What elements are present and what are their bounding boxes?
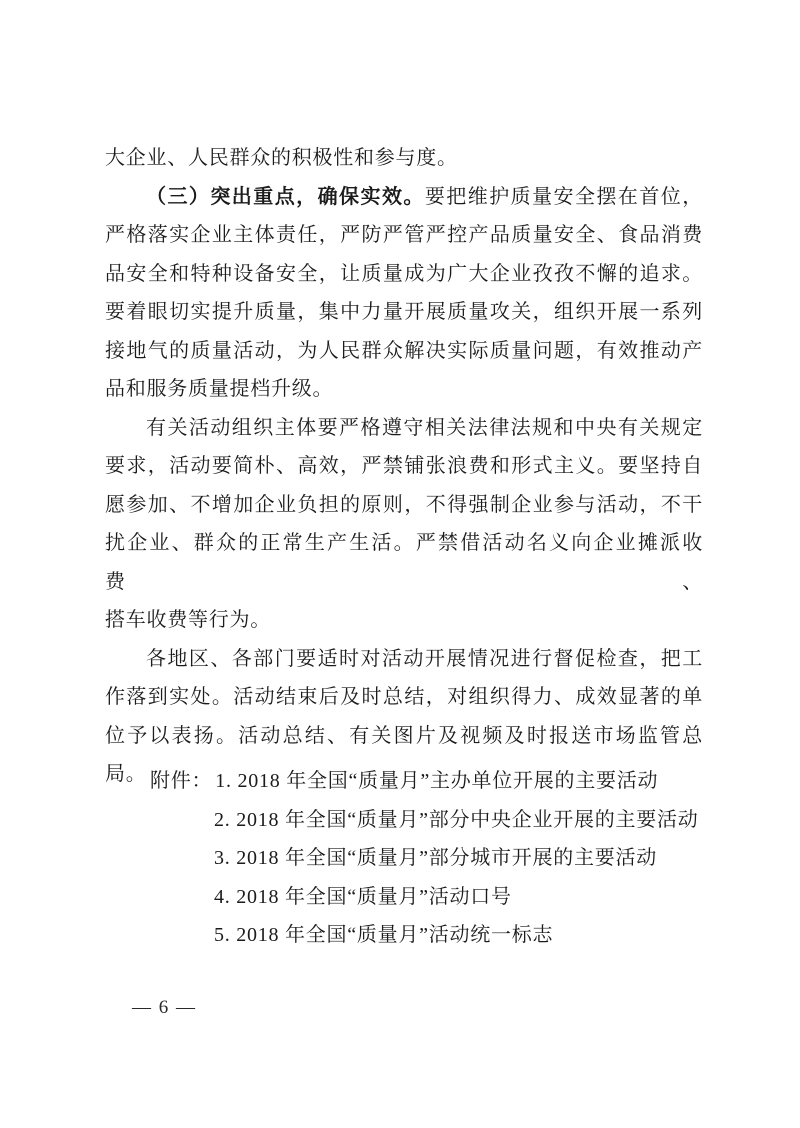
attachment-item: 2. 2018 年全国“质量月”部分中央企业开展的主要活动 xyxy=(214,808,699,831)
body-line: 要着眼切实提升质量，集中力量开展质量攻关，组织开展一系列 xyxy=(105,301,703,323)
body-line: 接地气的质量活动，为人民群众解决实际质量问题，有效推动产 xyxy=(105,339,703,362)
document-body xyxy=(105,139,703,794)
body-line-paragraph-end: 搭车收费等行为。 xyxy=(105,609,271,631)
body-line-continuation: 大企业、人民群众的积极性和参与度。 xyxy=(105,147,458,169)
section-heading-rest: 要把维护质量安全摆在首位， xyxy=(424,185,704,208)
section-heading: （三）突出重点，确保实效。 xyxy=(146,185,425,208)
attachment-item: 3. 2018 年全国“质量月”部分城市开展的主要活动 xyxy=(214,847,658,869)
body-line-paragraph-start: 各地区、各部门要适时对活动开展情况进行督促检查，把工 xyxy=(146,647,703,670)
body-line: 愿参加、不增加企业负担的原则，不得强制企业参与活动，不干 xyxy=(105,493,703,516)
body-line: 品安全和特种设备安全，让质量成为广大企业孜孜不懈的追求。 xyxy=(105,262,703,285)
body-line-paragraph-end: 品和服务质量提档升级。 xyxy=(105,378,334,400)
body-line-section-heading xyxy=(105,178,703,217)
attachment-item: 4. 2018 年全国“质量月”活动口号 xyxy=(214,885,512,908)
page-number: — 6 — xyxy=(132,997,197,1018)
body-line: 要求，活动要简朴、高效，严禁铺张浪费和形式主义。要坚持自 xyxy=(105,455,703,477)
attachment-item: 1. 2018 年全国“质量月”主办单位开展的主要活动 xyxy=(215,770,659,792)
body-line: 扰企业、群众的正常生产生活。严禁借活动名义向企业摊派收费、 xyxy=(105,532,703,593)
attachment-row xyxy=(150,762,730,801)
body-line: 严格落实企业主体责任，严防严管严控产品质量安全、食品消费 xyxy=(105,224,703,246)
body-line-paragraph-end: 位予以表扬。活动总结、有关图片及视频及时报送市场监管总局。 xyxy=(105,724,703,785)
attachments-label: 附件： xyxy=(150,770,213,792)
attachment-item: 5. 2018 年全国“质量月”活动统一标志 xyxy=(214,924,554,946)
attachments-list xyxy=(150,762,730,955)
body-line-paragraph-start: 有关活动组织主体要严格遵守相关法律法规和中央有关规定 xyxy=(146,416,703,439)
body-line: 作落到实处。活动结束后及时总结，对组织得力、成效显著的单 xyxy=(105,686,703,708)
